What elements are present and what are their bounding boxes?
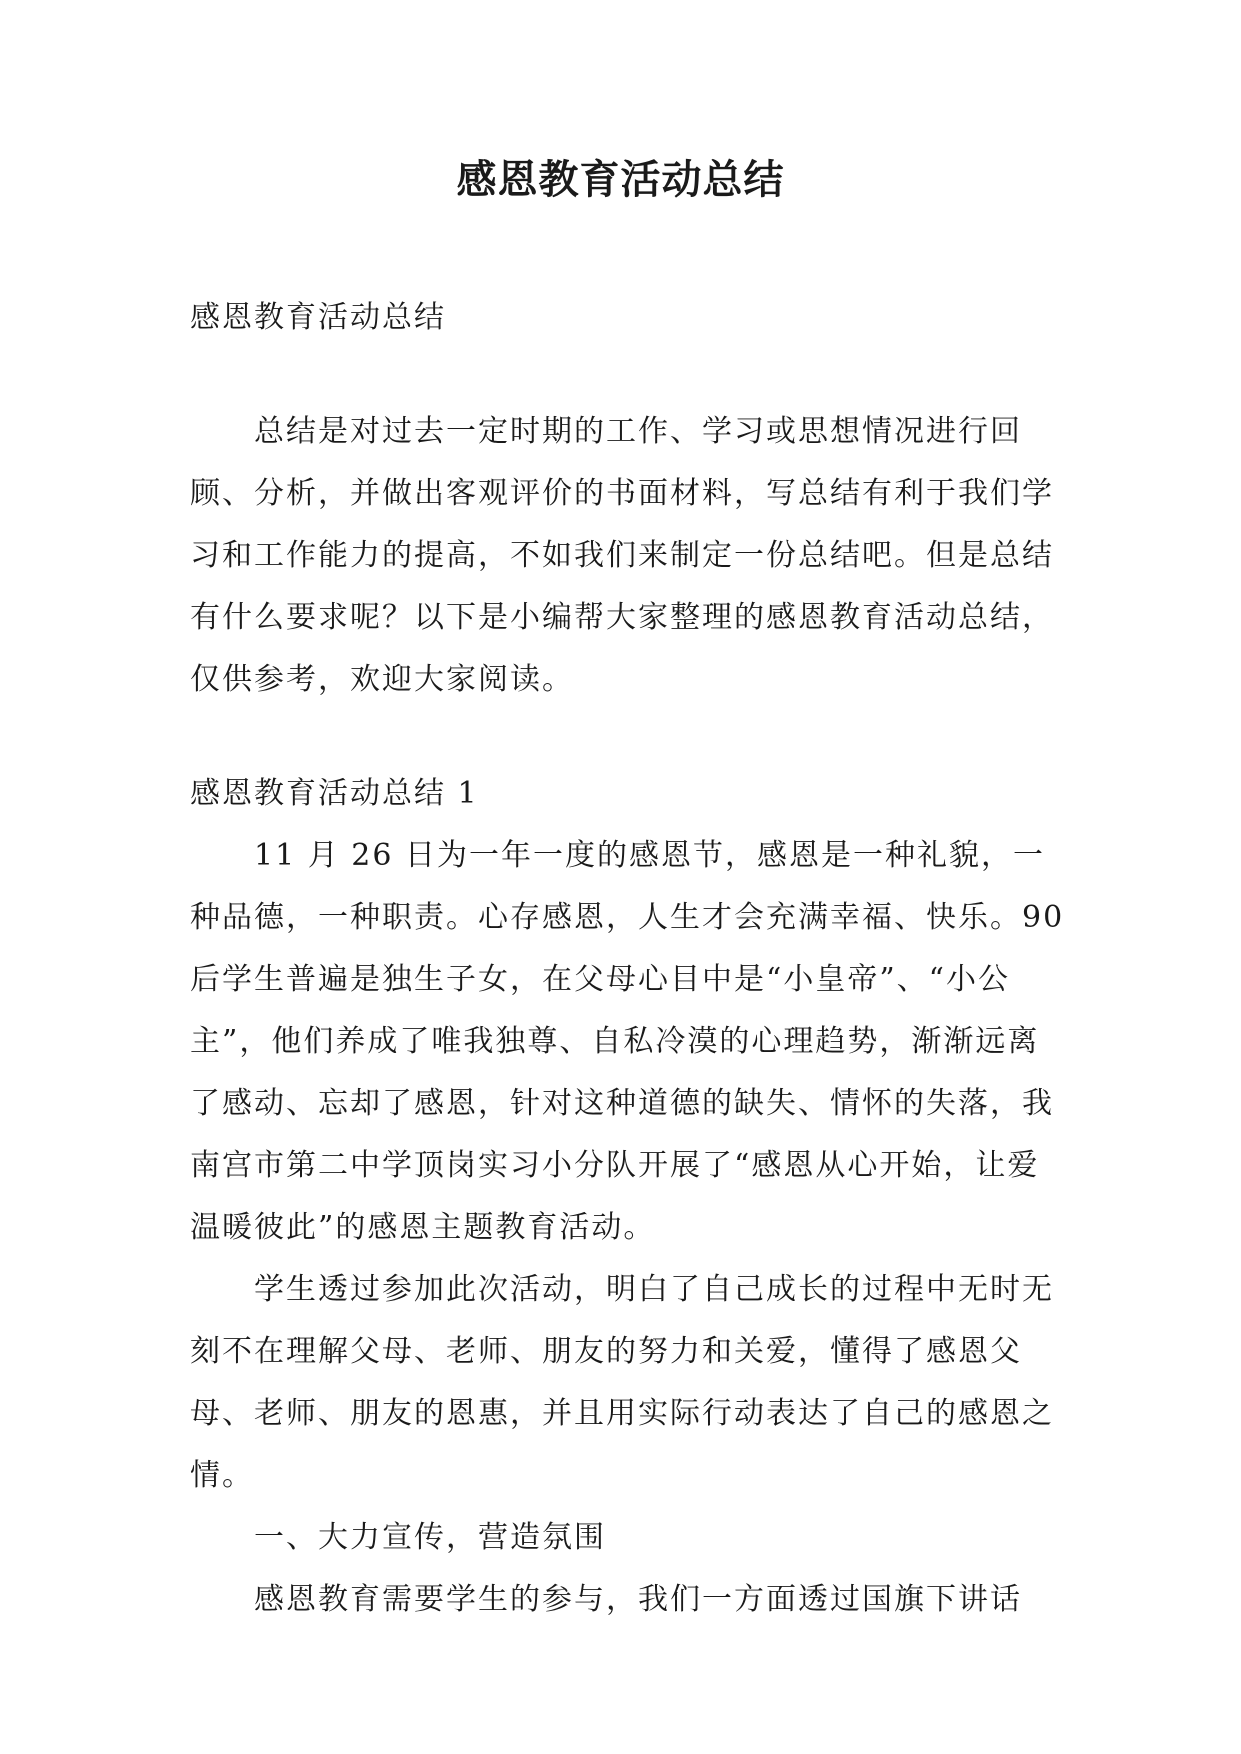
section-paragraph: 学生透过参加此次活动，明白了自己成长的过程中无时无刻不在理解父母、老师、朋友的努力和关爱，懂得了感恩父母、老师、朋友的恩惠，并且用实际行动表达了自己的感恩之情。 — [190, 1272, 1054, 1493]
section-subheading: 一、大力宣传，营造氛围 — [254, 1520, 606, 1555]
intro-paragraph: 总结是对过去一定时期的工作、学习或思想情况进行回顾、分析，并做出客观评价的书面材料，写总结有利于我们学习和工作能力的提高，不如我们来制定一份总结吧。但是总结有什么要求呢？以下是小编帮大家整理的感恩教育活动总结，仅供参考，欢迎大家阅读。 — [190, 414, 1054, 697]
section-paragraph: 11 月 26 日为一年一度的感恩节，感恩是一种礼貌，一种品德，一种职责。心存感恩，人生才会充满幸福、快乐。90 后学生普遍是独生子女，在父母心目中是“小皇帝”、“小公主”，他们养成了唯我独尊、自私冷漠的心理趋势，渐渐远离了感动、忘却了感恩，针对这种道德的缺失、情怀的失落，我南宫市第二中学顶岗实习小分队开展了“感恩从心开始，让爱温暖彼此”的感恩主题教育活动。 — [190, 838, 1065, 1245]
section-paragraph: 感恩教育需要学生的参与，我们一方面透过国旗下讲话 — [254, 1582, 1022, 1617]
section-heading: 感恩教育活动总结 1 — [190, 776, 479, 811]
document-body — [190, 287, 1070, 1631]
document-title: 感恩教育活动总结 — [456, 157, 785, 203]
document-subtitle: 感恩教育活动总结 — [190, 300, 446, 335]
